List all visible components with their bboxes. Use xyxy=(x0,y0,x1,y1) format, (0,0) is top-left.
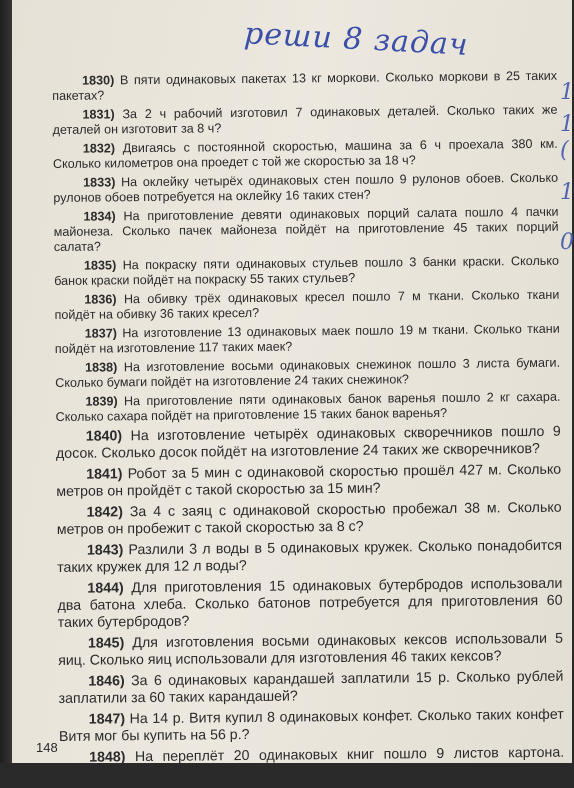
problem-1842 xyxy=(57,500,562,539)
problem-1839 xyxy=(55,390,560,425)
problem-text: На приготовление девяти одинаковых порций салата пошло 4 пачки майонеза. Сколько пачек майонеза пойдёт на приготовление 45 таких порций салата? xyxy=(53,204,559,254)
problem-number: 1847) xyxy=(88,711,126,728)
problem-1838 xyxy=(55,356,560,391)
problem-text: На обивку трёх одинаковых кресел пошло 7 м ткани. Сколько ткани пойдёт на обивку 36 таких кресел? xyxy=(54,287,560,322)
problem-text: Для приготовления 15 одинаковых бутербродов использовали два батона хлеба. Сколько батонов потребуется для приготовления 60 таких бутербродов? xyxy=(57,575,563,631)
problem-1848 xyxy=(59,745,564,784)
problem-number: 1840) xyxy=(85,428,123,445)
problem-1841 xyxy=(56,462,561,501)
problem-list xyxy=(52,69,564,788)
problem-number: 1831) xyxy=(82,107,115,122)
problem-1840 xyxy=(56,424,561,463)
problem-number: 1845) xyxy=(87,635,125,652)
problem-1832 xyxy=(53,137,558,172)
problem-text: На изготовление восьми одинаковых снежинок пошло 3 листа бумаги. Сколько бумаги пойдёт на изготовление 24 таких снежинок? xyxy=(55,355,561,390)
problem-text: За 4 с заяц с одинаковой скоростью пробежал 38 м. Сколько метров он пробежит с такой скоростью за 8 с? xyxy=(56,499,562,538)
problem-text: Двигаясь с постоянной скоростью, машина за 6 ч проехала 380 км. Сколько километров она проедет с той же скоростью за 18 ч? xyxy=(52,136,558,171)
problem-1835 xyxy=(54,254,559,289)
problem-1830 xyxy=(52,69,557,104)
problem-number: 1838) xyxy=(85,360,118,375)
problem-number: 1837) xyxy=(84,326,118,341)
problem-text: За 6 одинаковых карандашей заплатили 15 р. Сколько рублей заплатили за 60 таких карандашей? xyxy=(58,668,564,707)
problem-number: 1830) xyxy=(81,73,115,88)
problem-1847 xyxy=(59,707,564,746)
problem-1837 xyxy=(55,322,560,357)
problem-number: 1833) xyxy=(83,175,116,190)
problem-text: В пяти одинаковых пакетах 13 кг моркови. Сколько моркови в 25 таких пакетах? xyxy=(52,68,558,103)
problem-1834 xyxy=(53,205,558,255)
problem-number: 1844) xyxy=(87,580,124,597)
problem-text: Робот за 5 мин с одинаковой скоростью прошёл 427 м. Сколько метров он пройдёт с такой скоростью за 15 мин? xyxy=(56,461,562,500)
problem-number: 1835) xyxy=(83,258,117,273)
problem-number: 1834) xyxy=(83,209,116,224)
problem-number: 1836) xyxy=(84,292,117,307)
problem-1831 xyxy=(52,103,557,138)
problem-1846 xyxy=(58,669,563,708)
problem-text: На 14 р. Витя купил 8 одинаковых конфет. Сколько таких конфет Витя мог бы купить на 56 р.? xyxy=(58,706,564,745)
problem-text: Для изготовления восьми одинаковых кексов использовали 5 яиц. Сколько яиц использовали для изготовления 46 таких кексов? xyxy=(58,630,564,669)
problem-number: 1841) xyxy=(86,466,123,483)
problem-1843 xyxy=(57,538,562,577)
problem-1833 xyxy=(53,171,558,206)
page-number: 148 xyxy=(36,740,58,755)
problem-1844 xyxy=(57,576,563,632)
problem-1845 xyxy=(58,631,563,670)
problem-number: 1843) xyxy=(86,542,124,559)
margin-mark: 1 xyxy=(560,112,574,137)
problem-text: На приготовление пяти одинаковых банок варенья пошло 2 кг сахара. Сколько сахара пойдёт на приготовление 15 таких банок варенья? xyxy=(55,389,561,424)
problem-text: На оклейку четырёх одинаковых стен пошло 9 рулонов обоев. Сколько рулонов обоев потребуется на оклейку 16 таких стен? xyxy=(53,170,559,205)
problem-number: 1842) xyxy=(86,504,123,521)
textbook-page xyxy=(12,0,574,783)
problem-number: 1848) xyxy=(89,749,126,766)
problem-text: На покраску пяти одинаковых стульев пошло 3 банки краски. Сколько банок краски пойдёт на покраску 55 таких стульев? xyxy=(54,253,560,288)
problem-text: За 2 ч рабочий изготовил 7 одинаковых деталей. Сколько таких же деталей он изготовит за 8 ч? xyxy=(52,102,558,137)
problem-number: 1832) xyxy=(82,141,116,156)
margin-mark: 0 xyxy=(560,230,574,255)
margin-mark: 1 xyxy=(560,80,574,105)
problem-number: 1846) xyxy=(88,673,125,690)
problem-number: 1839) xyxy=(85,394,118,409)
problem-1836 xyxy=(54,288,559,323)
handwritten-note: реши 8 задач xyxy=(243,16,470,63)
margin-mark: ( xyxy=(560,138,569,163)
problem-text: На переплёт 20 одинаковых книг пошло 9 листов картона. Сколько листов картона потребуется для переплёта 1000 таких книг? xyxy=(59,744,565,783)
margin-mark: 1 xyxy=(560,180,574,205)
problem-text: На изготовление четырёх одинаковых скворечников пошло 9 досок. Сколько досок пойдёт на изготовление 24 таких же скворечников? xyxy=(55,423,561,462)
problem-text: На изготовление 13 одинаковых маек пошло 19 м ткани. Сколько ткани пойдёт на изготовление 117 таких маек? xyxy=(54,321,560,356)
problem-text: Разлили 3 л воды в 5 одинаковых кружек. Сколько понадобится таких кружек для 12 л воды? xyxy=(57,537,563,576)
